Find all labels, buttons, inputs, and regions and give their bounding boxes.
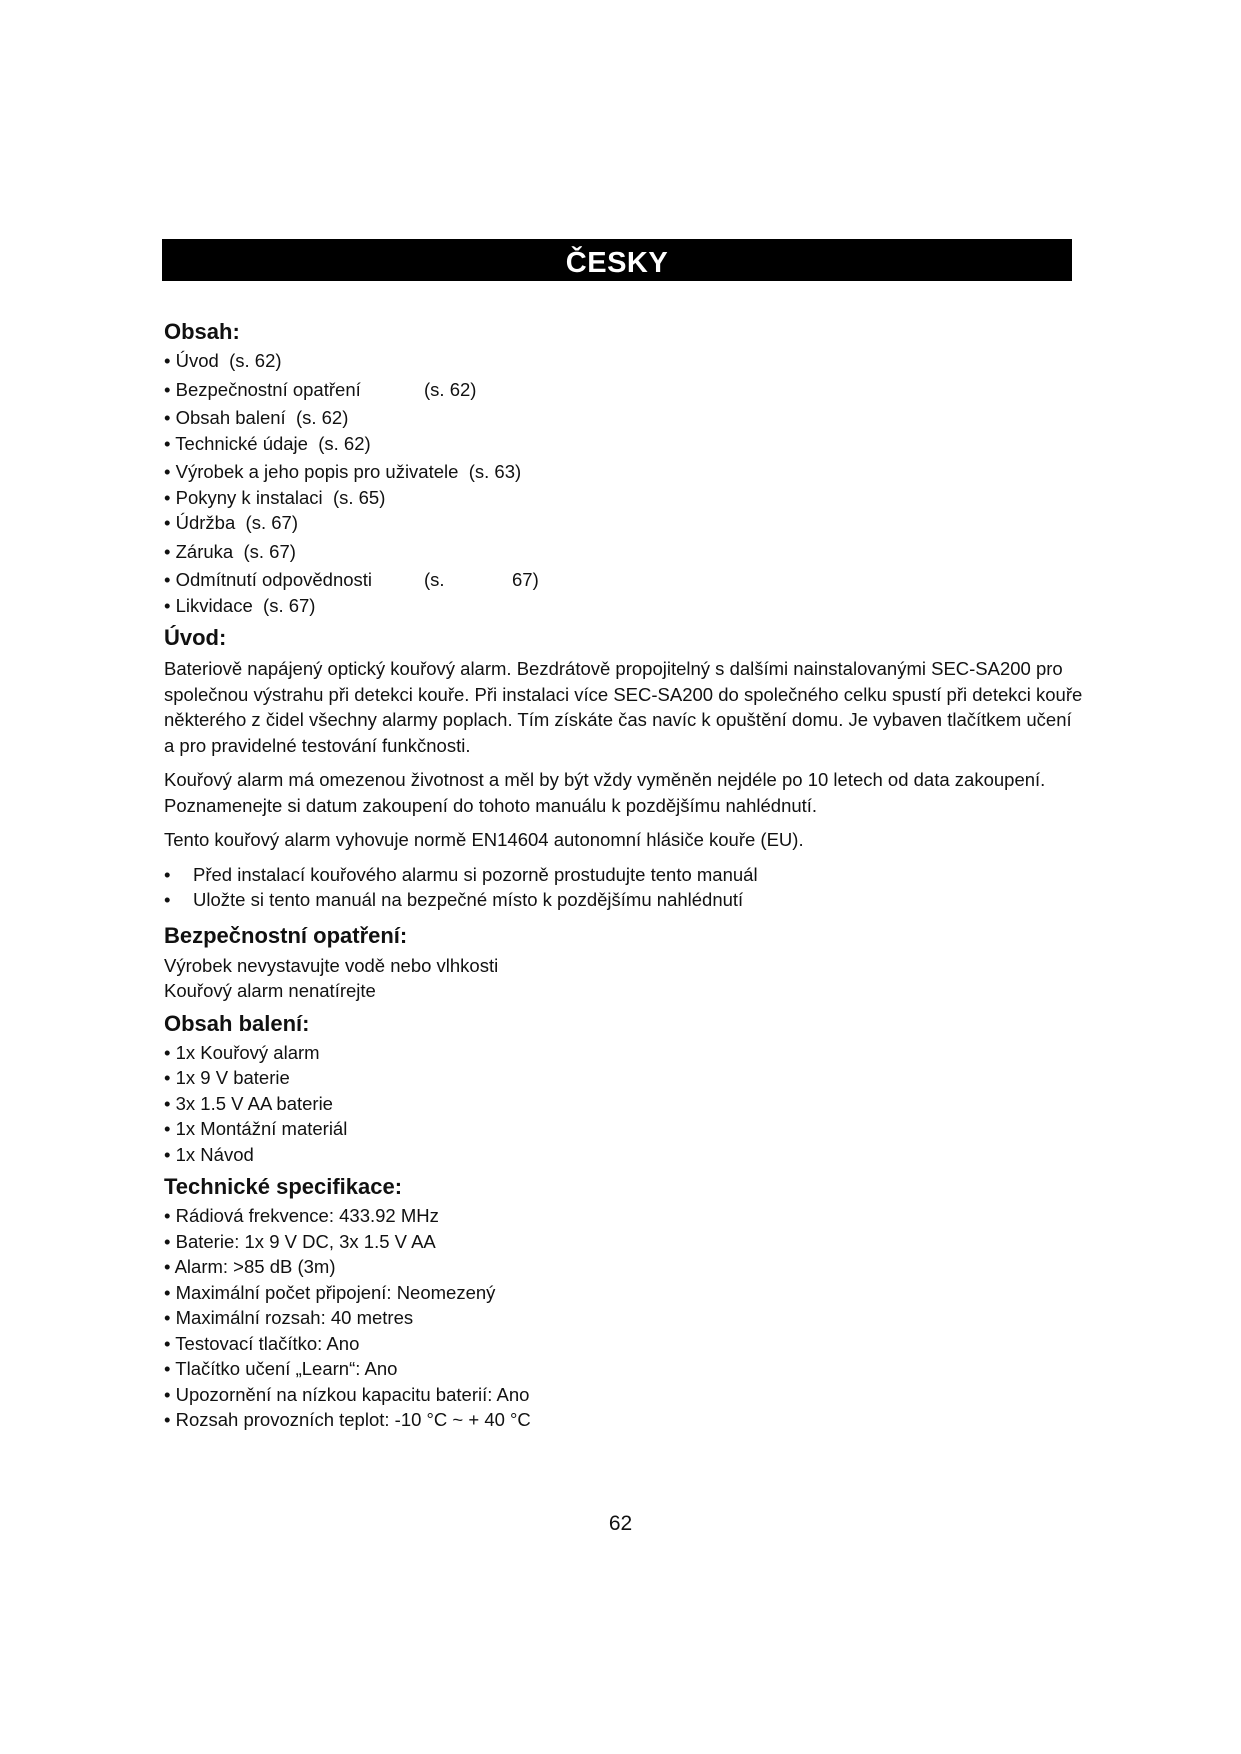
- toc-item-page-prefix: (s.: [424, 569, 445, 590]
- toc-item: [164, 377, 1084, 403]
- toc-item: [164, 593, 1084, 619]
- spec-item: • Tlačítko učení „Learn“: Ano: [164, 1358, 398, 1379]
- toc-item: [164, 485, 1084, 511]
- intro-bullet: • Uložte si tento manuál na bezpečné místo k pozdějšímu nahlédnutí: [164, 887, 1084, 913]
- page-number: 62: [608, 1512, 633, 1535]
- toc-item: [164, 405, 1084, 431]
- specs-heading: Technické specifikace:: [164, 1174, 403, 1199]
- spec-item: • Rádiová frekvence: 433.92 MHz: [164, 1205, 439, 1226]
- intro-paragraph: Bateriově napájený optický kouřový alarm. Bezdrátově propojitelný s dalšími nainstalovanými SEC-SA200 pro společnou výstrahu při detekci kouře. Při instalaci více SEC-SA200 do společného celku spustí při detekci kouře některého z čidel všechny alarmy poplach. Tím získáte čas navíc k opuštění domu. Je vybaven tlačítkem učení a pro pravidelné testování funkčnosti.: [164, 658, 1083, 756]
- toc-item-label: • Úvod: [164, 350, 219, 371]
- toc-item: [164, 539, 1084, 565]
- toc-item-page: (s. 62): [229, 350, 282, 371]
- spec-item: • Maximální počet připojení: Neomezený: [164, 1281, 496, 1303]
- spec-item: • Testovací tlačítko: Ano: [164, 1332, 360, 1354]
- intro-heading: Úvod:: [164, 625, 227, 650]
- intro-section: [164, 624, 1084, 913]
- spec-item: • Alarm: >85 dB (3m): [164, 1256, 336, 1277]
- toc-item-label: • Záruka: [164, 540, 234, 562]
- spec-item: • Upozornění na nízkou kapacitu baterií: Ano: [164, 1383, 530, 1405]
- toc-item-page: (s. 62): [318, 432, 371, 454]
- toc-item-page: (s. 67): [245, 512, 298, 533]
- document-body: [164, 318, 1084, 1439]
- spec-item: • Maximální rozsah: 40 metres: [164, 1307, 414, 1328]
- safety-line: Výrobek nevystavujte vodě nebo vlhkosti: [164, 954, 499, 976]
- package-item: • 1x Návod: [164, 1143, 254, 1165]
- toc-item: [164, 459, 1084, 485]
- package-heading: Obsah balení:: [164, 1010, 310, 1036]
- toc-section: [164, 318, 1084, 618]
- toc-item-page: (s. 62): [295, 407, 349, 428]
- toc-heading: Obsah:: [164, 319, 240, 344]
- toc-item: [164, 510, 1084, 536]
- toc-list: [164, 348, 1084, 618]
- package-item: • 1x Kouřový alarm: [164, 1041, 320, 1063]
- toc-item-page: (s. 65): [332, 486, 386, 508]
- package-item: • 3x 1.5 V AA baterie: [164, 1092, 333, 1114]
- safety-line: Kouřový alarm nenatírejte: [164, 980, 376, 1001]
- safety-section: [164, 922, 1084, 1004]
- package-section: [164, 1010, 1084, 1168]
- intro-paragraph: Kouřový alarm má omezenou životnost a měl by být vždy vyměněn nejdéle po 10 letech od data zakoupení. Poznamenejte si datum zakoupení do tohoto manuálu k pozdějšímu nahlédnutí.: [164, 769, 1046, 816]
- toc-item-page-number: 67): [512, 569, 539, 590]
- toc-item: [164, 348, 1084, 374]
- package-list: [164, 1040, 1084, 1168]
- banner-title: ČESKY: [565, 247, 669, 279]
- toc-item-page: (s. 67): [263, 594, 316, 616]
- specs-section: [164, 1173, 1084, 1433]
- toc-item-label: • Bezpečnostní opatření: [164, 378, 361, 400]
- safety-heading: Bezpečnostní opatření:: [164, 922, 408, 948]
- toc-item-label: • Odmítnutí odpovědnosti: [164, 569, 373, 590]
- specs-list: [164, 1203, 1084, 1433]
- package-item: • 1x 9 V baterie: [164, 1067, 290, 1088]
- toc-item-label: • Výrobek a jeho popis pro uživatele: [164, 461, 459, 482]
- toc-item-page: (s. 63): [468, 461, 522, 482]
- language-banner: [162, 239, 1072, 281]
- spec-item: • Baterie: 1x 9 V DC, 3x 1.5 V AA: [164, 1230, 436, 1252]
- intro-bullet-list: [164, 862, 1084, 913]
- toc-item: [164, 567, 1084, 593]
- toc-item-label: • Obsah balení: [164, 407, 286, 428]
- intro-paragraph: Tento kouřový alarm vyhovuje normě EN14604 autonomní hlásiče kouře (EU).: [164, 829, 804, 850]
- toc-item-page: (s. 62): [424, 378, 477, 400]
- intro-bullet: • Před instalací kouřového alarmu si pozorně prostudujte tento manuál: [164, 862, 1084, 888]
- toc-item-label: • Likvidace: [164, 594, 253, 616]
- spec-item: • Rozsah provozních teplot: -10 °C ~ + 40 °C: [164, 1409, 531, 1430]
- package-item: • 1x Montážní materiál: [164, 1118, 348, 1139]
- toc-item-page: (s. 67): [243, 540, 296, 562]
- toc-item-label: • Technické údaje: [164, 432, 308, 454]
- toc-item-label: • Údržba: [164, 512, 236, 533]
- toc-item-label: • Pokyny k instalaci: [164, 486, 323, 508]
- toc-item: [164, 431, 1084, 457]
